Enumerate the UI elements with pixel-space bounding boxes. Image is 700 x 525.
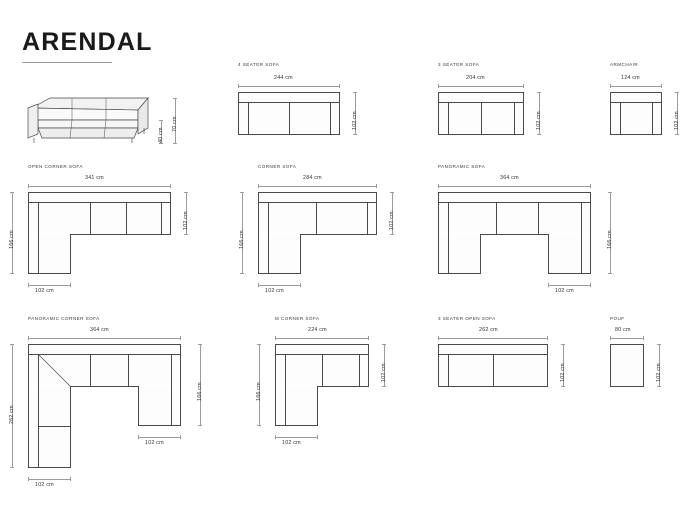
- dim-262-line: [438, 338, 548, 339]
- dim-364-label: 364 cm: [500, 175, 519, 181]
- label-3-seater-sofa: 3 SEATER SOFA: [438, 62, 480, 67]
- dim-102-right-bottom-label: 102 cm: [145, 440, 164, 446]
- dim-284-label: 284 cm: [303, 175, 322, 181]
- plan-outline: [610, 92, 662, 135]
- dim-244-tick-left: [238, 84, 239, 88]
- dim-102-bottom-label: 102 cm: [282, 440, 301, 446]
- hero-dim-40-tick-bottom: [159, 143, 163, 144]
- dim-341-line: [28, 186, 171, 187]
- plan-main-body: [28, 192, 171, 235]
- plan-outline: [610, 344, 644, 387]
- dim-102-right-bottom-tick-left: [138, 435, 139, 439]
- dim-166-label: 166 cm: [9, 230, 15, 249]
- dim-224-label: 224 cm: [308, 327, 327, 333]
- dim-80-tick-right: [643, 336, 644, 340]
- dim-102-tick-bottom: [561, 386, 565, 387]
- dim-204-tick-left: [438, 84, 439, 88]
- plan-backrest-line: [610, 102, 662, 103]
- hero-dim-70-tick-top: [173, 98, 177, 99]
- dim-102-right-label: 102 cm: [389, 211, 395, 230]
- hero-dim-40-tick-top: [159, 120, 163, 121]
- dim-262-tick-top: [10, 344, 14, 345]
- dim-102-bottom-line: [548, 285, 591, 286]
- dim-166-label: 166 cm: [197, 382, 203, 401]
- dim-102-bottom-line: [275, 437, 318, 438]
- item-panoramic-corner-sofa: [9, 316, 258, 496]
- dim-341-tick-right: [170, 184, 171, 188]
- dim-262-label: 262 cm: [9, 405, 15, 424]
- dim-224-line: [275, 338, 369, 339]
- dim-262-tick-left: [438, 336, 439, 340]
- dim-102-right-tick-bottom: [184, 234, 188, 235]
- plan-joint-mask-right: [549, 233, 590, 235]
- dim-341-tick-left: [28, 184, 29, 188]
- label-pouf: POUF: [610, 316, 625, 321]
- dim-364-tick-left: [28, 336, 29, 340]
- label-corner-sofa: CORNER SOFA: [258, 164, 297, 169]
- item-corner-sofa: [239, 164, 438, 304]
- item-3-seater-sofa: [438, 62, 568, 152]
- item-m-corner-sofa: [256, 316, 435, 466]
- dim-224-tick-right: [368, 336, 369, 340]
- dim-102-right-tick-top: [390, 192, 394, 193]
- plan-seat-split-1: [90, 202, 91, 235]
- plan-arm-left: [448, 354, 449, 387]
- label-m-corner-sofa: M CORNER SOFA: [275, 316, 320, 321]
- label-panoramic-sofa: PANORAMIC SOFA: [438, 164, 486, 169]
- dim-166-tick-top: [257, 344, 261, 345]
- dim-262-tick-bottom: [10, 467, 14, 468]
- dim-244-tick-right: [339, 84, 340, 88]
- plan-seat-split-1: [322, 354, 323, 387]
- dim-102-label: 102 cm: [352, 111, 358, 130]
- dim-102-tick-bottom: [657, 386, 661, 387]
- dim-262-tick-right: [547, 336, 548, 340]
- dim-102-bottom-tick-right: [317, 435, 318, 439]
- dim-102-left-bottom-line: [28, 479, 71, 480]
- dim-166-label: 166 cm: [256, 382, 262, 401]
- dim-102-bottom-tick-left: [258, 283, 259, 287]
- dim-166-label: 166 cm: [607, 230, 613, 249]
- dim-262-label: 262 cm: [479, 327, 498, 333]
- plan-arm-left: [448, 102, 449, 135]
- dim-102-right-label: 102 cm: [183, 211, 189, 230]
- dim-102-tick-top: [353, 92, 357, 93]
- dim-102-bottom-tick-left: [275, 435, 276, 439]
- label-panoramic-corner-sofa: PANORAMIC CORNER SOFA: [28, 316, 100, 321]
- dim-166-tick-top: [608, 192, 612, 193]
- plan-seat-split-1: [496, 202, 497, 235]
- hero-dim-70-label: 70 cm: [172, 116, 178, 132]
- plan-arm-left: [248, 102, 249, 135]
- dim-102-tick-bottom: [675, 134, 679, 135]
- dim-102-bottom-line: [258, 285, 301, 286]
- dim-364-label: 364 cm: [90, 327, 109, 333]
- dim-166-tick-top: [240, 192, 244, 193]
- item-panoramic-sofa: [438, 164, 668, 304]
- dim-102-right-bottom-tick-right: [180, 435, 181, 439]
- dim-102-bottom-label: 102 cm: [265, 288, 284, 294]
- plan-seat-split-1: [481, 102, 482, 135]
- plan-chaise-right: [548, 234, 591, 274]
- dim-244-line: [238, 86, 340, 87]
- dim-166-tick-bottom: [198, 425, 202, 426]
- dim-341-label: 341 cm: [85, 175, 104, 181]
- plan-joint-mask: [276, 385, 317, 387]
- dim-102-right-tick-top: [184, 192, 188, 193]
- dim-80-tick-left: [610, 336, 611, 340]
- item-armchair: [610, 62, 690, 152]
- item-4-seater-sofa: [238, 62, 378, 152]
- plan-seat-split-2: [538, 202, 539, 235]
- dim-166-tick-top: [198, 344, 202, 345]
- item-pouf: [610, 316, 690, 426]
- plan-joint-mask: [29, 233, 70, 235]
- dim-102-tick-top: [675, 92, 679, 93]
- plan-back-left: [38, 202, 39, 274]
- dim-364-line: [438, 186, 591, 187]
- dim-166-tick-bottom: [608, 273, 612, 274]
- plan-main-body: [438, 192, 591, 235]
- plan-seat-split-3: [38, 426, 71, 427]
- dim-364-tick-right: [590, 184, 591, 188]
- label-armchair: ARMCHAIR: [610, 62, 639, 67]
- item-open-corner-sofa: [9, 164, 238, 304]
- dim-124-tick-right: [661, 84, 662, 88]
- plan-seat-split-1: [316, 202, 317, 235]
- dim-284-tick-right: [376, 184, 377, 188]
- dim-166-tick-bottom: [240, 273, 244, 274]
- plan-seat-split-1: [493, 354, 494, 387]
- plan-joint-mask: [259, 233, 300, 235]
- dim-166-tick-top: [10, 192, 14, 193]
- dim-102-label: 102 cm: [536, 111, 542, 130]
- dim-80-line: [610, 338, 644, 339]
- dim-102-label: 102 cm: [674, 111, 680, 130]
- arendal-sofa-illustration: [20, 90, 170, 152]
- dim-102-bottom-label: 102 cm: [35, 288, 54, 294]
- plan-back-left: [448, 202, 449, 274]
- plan-chaise: [275, 386, 318, 426]
- plan-arm-right: [359, 354, 360, 387]
- dim-102-bottom-line: [28, 285, 71, 286]
- plan-back-right: [581, 202, 582, 274]
- label-open-corner-sofa: OPEN CORNER SOFA: [28, 164, 83, 169]
- dim-102-bottom-tick-right: [300, 283, 301, 287]
- page-title: ARENDAL: [22, 28, 153, 56]
- dim-166-tick-bottom: [10, 273, 14, 274]
- plan-arm-right: [330, 102, 331, 135]
- dim-102-tick-top: [537, 92, 541, 93]
- dim-102-left-bottom-tick-left: [28, 477, 29, 481]
- dim-224-tick-left: [275, 336, 276, 340]
- dim-166-label: 166 cm: [239, 230, 245, 249]
- dim-204-line: [438, 86, 524, 87]
- dim-102-label: 102 cm: [560, 363, 566, 382]
- item-3-seater-open-sofa: [438, 316, 588, 426]
- dim-284-line: [258, 186, 377, 187]
- dim-102-tick-bottom: [537, 134, 541, 135]
- dim-102-bottom-label: 102 cm: [555, 288, 574, 294]
- plan-main-body: [258, 192, 377, 235]
- dim-124-line: [610, 86, 662, 87]
- dim-102-bottom-tick-right: [590, 283, 591, 287]
- dim-102-tick-top: [561, 344, 565, 345]
- dim-102-bottom-tick-left: [28, 283, 29, 287]
- plan-arm-right: [367, 202, 368, 235]
- plan-seat-split-2: [126, 202, 127, 235]
- dim-102-right-tick-bottom: [382, 386, 386, 387]
- plan-backrest-line: [258, 202, 377, 203]
- plan-joint-mask-left: [439, 233, 480, 235]
- dim-102-right-tick-top: [382, 344, 386, 345]
- dim-102-bottom-tick-right: [70, 283, 71, 287]
- plan-chaise: [28, 234, 71, 274]
- dim-80-label: 80 cm: [615, 327, 631, 333]
- plan-seat-split-1: [90, 354, 91, 387]
- hero-dim-40-label: 40 cm: [158, 127, 164, 143]
- hero-dim-70-tick-bottom: [173, 143, 177, 144]
- plan-corner-diagonal: [28, 344, 181, 469]
- plan-backrest-line: [28, 202, 171, 203]
- dim-102-right-bottom-line: [138, 437, 181, 438]
- dim-124-tick-left: [610, 84, 611, 88]
- dim-102-bottom-tick-left: [548, 283, 549, 287]
- dim-102-right-label: 102 cm: [381, 363, 387, 382]
- plan-back-left: [268, 202, 269, 274]
- label-3-seater-open-sofa: 3 SEATER OPEN SOFA: [438, 316, 496, 321]
- title-divider: [22, 62, 112, 63]
- dim-102-label: 102 cm: [656, 363, 662, 382]
- dim-166-tick-bottom: [257, 425, 261, 426]
- dim-102-tick-bottom: [353, 134, 357, 135]
- plan-arm-right: [161, 202, 162, 235]
- plan-arm-right: [514, 102, 515, 135]
- dim-102-left-bottom-label: 102 cm: [35, 482, 54, 488]
- dim-124-label: 124 cm: [621, 75, 640, 81]
- plan-seat-split-2: [128, 354, 129, 387]
- dim-244-label: 244 cm: [274, 75, 293, 81]
- plan-backrest-line: [438, 202, 591, 203]
- dim-102-left-bottom-tick-right: [70, 477, 71, 481]
- dim-204-tick-right: [523, 84, 524, 88]
- dim-364-line: [28, 338, 181, 339]
- hero-perspective-view: [20, 90, 210, 160]
- plan-seat-split-1: [289, 102, 290, 135]
- dim-364-tick-right: [180, 336, 181, 340]
- plan-arm-left: [620, 102, 621, 135]
- label-4-seater-sofa: 4 SEATER SOFA: [238, 62, 280, 67]
- dim-102-right-tick-bottom: [390, 234, 394, 235]
- dim-204-label: 204 cm: [466, 75, 485, 81]
- dim-364-tick-left: [438, 184, 439, 188]
- plan-arm-right: [652, 102, 653, 135]
- plan-back-left: [285, 354, 286, 426]
- dim-102-tick-top: [657, 344, 661, 345]
- plan-chaise: [258, 234, 301, 274]
- plan-chaise-left: [438, 234, 481, 274]
- dim-284-tick-left: [258, 184, 259, 188]
